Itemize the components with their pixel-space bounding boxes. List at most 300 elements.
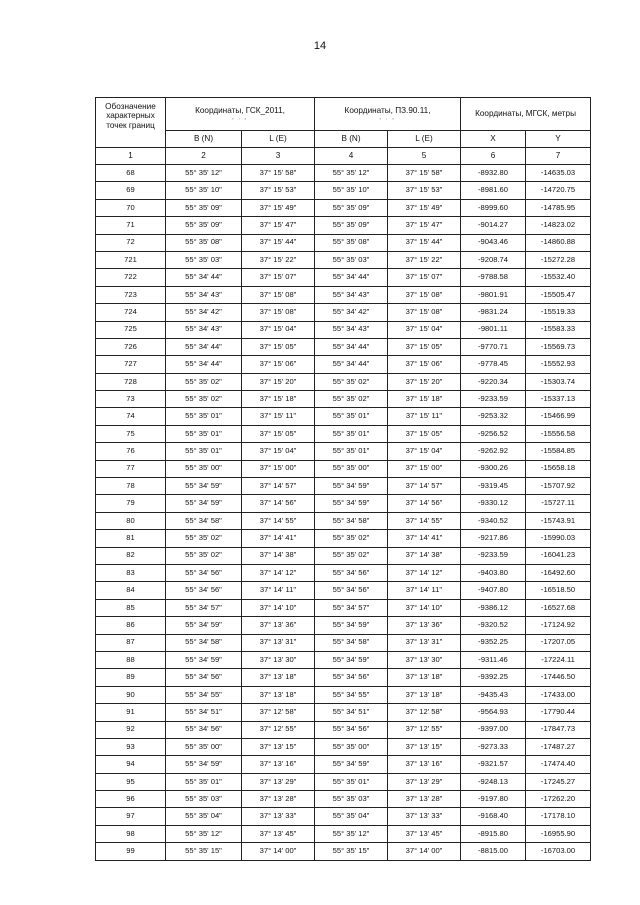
pz-b-cell: 55° 34' 58"	[315, 634, 388, 651]
pz-l-cell: 37° 15' 08"	[388, 304, 461, 321]
pz-l-cell: 37° 15' 00"	[388, 460, 461, 477]
gsk-l-cell: 37° 13' 18"	[242, 686, 315, 703]
gsk-b-cell: 55° 34' 55"	[166, 686, 242, 703]
gsk-b-cell: 55° 34' 56"	[166, 564, 242, 581]
gsk-l-cell: 37° 15' 20"	[242, 373, 315, 390]
gsk-b-cell: 55° 35' 03"	[166, 251, 242, 268]
gsk-b-cell: 55° 35' 00"	[166, 738, 242, 755]
mgsk-y-cell: -17847.73	[526, 721, 591, 738]
pz-b-cell: 55° 35' 01"	[315, 408, 388, 425]
mgsk-x-cell: -9340.52	[461, 512, 526, 529]
mgsk-y-cell: -17433.00	[526, 686, 591, 703]
pz-b-cell: 55° 35' 01"	[315, 773, 388, 790]
gsk-b-cell: 55° 35' 02"	[166, 547, 242, 564]
table-row	[96, 808, 591, 825]
mgsk-y-cell: -15519.33	[526, 304, 591, 321]
pz-b-cell: 55° 34' 59"	[315, 478, 388, 495]
point-id-cell: 80	[96, 512, 166, 529]
point-id-cell: 87	[96, 634, 166, 651]
pz-l-cell: 37° 13' 15"	[388, 738, 461, 755]
pz-b-cell: 55° 35' 01"	[315, 443, 388, 460]
point-id-cell: 81	[96, 530, 166, 547]
pz-b-cell: 55° 35' 12"	[315, 825, 388, 842]
header-mgsk: Координаты, МГСК, метры	[461, 98, 591, 131]
table-row	[96, 512, 591, 529]
gsk-l-cell: 37° 13' 16"	[242, 756, 315, 773]
gsk-l-cell: 37° 15' 06"	[242, 356, 315, 373]
pz-l-cell: 37° 14' 38"	[388, 547, 461, 564]
point-id-cell: 725	[96, 321, 166, 338]
table-row	[96, 843, 591, 860]
gsk-b-cell: 55° 34' 59"	[166, 495, 242, 512]
mgsk-y-cell: -17207.05	[526, 634, 591, 651]
point-id-cell: 86	[96, 617, 166, 634]
pz-l-cell: 37° 15' 20"	[388, 373, 461, 390]
mgsk-x-cell: -9321.57	[461, 756, 526, 773]
header-point-designation: Обозначение характерных точек границ	[96, 98, 166, 148]
table-row	[96, 304, 591, 321]
gsk-b-cell: 55° 35' 00"	[166, 460, 242, 477]
mgsk-x-cell: -9256.52	[461, 425, 526, 442]
pz-l-cell: 37° 14' 00"	[388, 843, 461, 860]
table-row	[96, 738, 591, 755]
pz-l-cell: 37° 13' 36"	[388, 617, 461, 634]
table-row	[96, 234, 591, 251]
gsk-b-cell: 55° 34' 59"	[166, 756, 242, 773]
point-id-cell: 722	[96, 269, 166, 286]
pz-b-cell: 55° 34' 59"	[315, 756, 388, 773]
table-row	[96, 756, 591, 773]
mgsk-x-cell: -9319.45	[461, 478, 526, 495]
mgsk-y-cell: -16955.90	[526, 825, 591, 842]
pz-b-cell: 55° 35' 02"	[315, 547, 388, 564]
mgsk-x-cell: -8915.80	[461, 825, 526, 842]
gsk-l-cell: 37° 15' 05"	[242, 338, 315, 355]
mgsk-y-cell: -14823.02	[526, 217, 591, 234]
mgsk-x-cell: -9248.13	[461, 773, 526, 790]
mgsk-y-cell: -17487.27	[526, 738, 591, 755]
point-id-cell: 78	[96, 478, 166, 495]
gsk-l-cell: 37° 12' 55"	[242, 721, 315, 738]
header-gsk-l: L (E)	[242, 131, 315, 148]
gsk-l-cell: 37° 13' 36"	[242, 617, 315, 634]
gsk-l-cell: 37° 13' 15"	[242, 738, 315, 755]
mgsk-x-cell: -9778.45	[461, 356, 526, 373]
mgsk-x-cell: -9386.12	[461, 599, 526, 616]
mgsk-x-cell: -9233.59	[461, 391, 526, 408]
mgsk-x-cell: -9168.40	[461, 808, 526, 825]
mgsk-x-cell: -9352.25	[461, 634, 526, 651]
mgsk-x-cell: -9014.27	[461, 217, 526, 234]
point-id-cell: 728	[96, 373, 166, 390]
gsk-b-cell: 55° 34' 59"	[166, 617, 242, 634]
pz-b-cell: 55° 35' 08"	[315, 234, 388, 251]
pz-b-cell: 55° 35' 09"	[315, 199, 388, 216]
table-row	[96, 165, 591, 182]
gsk-b-cell: 55° 34' 57"	[166, 599, 242, 616]
gsk-b-cell: 55° 34' 56"	[166, 582, 242, 599]
mgsk-y-cell: -16492.60	[526, 564, 591, 581]
table-row	[96, 217, 591, 234]
point-id-cell: 76	[96, 443, 166, 460]
point-id-cell: 90	[96, 686, 166, 703]
gsk-l-cell: 37° 13' 28"	[242, 791, 315, 808]
pz-l-cell: 37° 13' 28"	[388, 791, 461, 808]
table-row	[96, 356, 591, 373]
point-id-cell: 98	[96, 825, 166, 842]
mgsk-x-cell: -9392.25	[461, 669, 526, 686]
pz-b-cell: 55° 35' 03"	[315, 251, 388, 268]
point-id-cell: 721	[96, 251, 166, 268]
table-row	[96, 338, 591, 355]
pz-l-cell: 37° 15' 49"	[388, 199, 461, 216]
table-row	[96, 773, 591, 790]
table-row	[96, 617, 591, 634]
pz-l-cell: 37° 12' 58"	[388, 704, 461, 721]
mgsk-y-cell: -14635.03	[526, 165, 591, 182]
pz-l-cell: 37° 15' 08"	[388, 286, 461, 303]
gsk-b-cell: 55° 35' 01"	[166, 443, 242, 460]
table-row	[96, 582, 591, 599]
mgsk-y-cell: -15743.91	[526, 512, 591, 529]
mgsk-y-cell: -17446.50	[526, 669, 591, 686]
pz-l-cell: 37° 15' 06"	[388, 356, 461, 373]
point-id-cell: 88	[96, 651, 166, 668]
pz-l-cell: 37° 13' 31"	[388, 634, 461, 651]
header-pz-l: L (E)	[388, 131, 461, 148]
mgsk-x-cell: -9273.33	[461, 738, 526, 755]
point-id-cell: 723	[96, 286, 166, 303]
pz-b-cell: 55° 35' 02"	[315, 373, 388, 390]
pz-b-cell: 55° 34' 58"	[315, 512, 388, 529]
pz-b-cell: 55° 35' 03"	[315, 791, 388, 808]
mgsk-y-cell: -15990.03	[526, 530, 591, 547]
point-id-cell: 92	[96, 721, 166, 738]
gsk-l-cell: 37° 15' 58"	[242, 165, 315, 182]
mgsk-y-cell: -17178.10	[526, 808, 591, 825]
mgsk-x-cell: -9262.92	[461, 443, 526, 460]
mgsk-x-cell: -8999.60	[461, 199, 526, 216]
pz-b-cell: 55° 34' 56"	[315, 721, 388, 738]
gsk-b-cell: 55° 34' 58"	[166, 634, 242, 651]
gsk-b-cell: 55° 35' 10"	[166, 182, 242, 199]
pz-l-cell: 37° 13' 29"	[388, 773, 461, 790]
mgsk-x-cell: -9300.26	[461, 460, 526, 477]
mgsk-x-cell: -9197.80	[461, 791, 526, 808]
table-row	[96, 669, 591, 686]
pz-l-cell: 37° 13' 45"	[388, 825, 461, 842]
pz-b-cell: 55° 35' 12"	[315, 165, 388, 182]
mgsk-x-cell: -9217.86	[461, 530, 526, 547]
pz-l-cell: 37° 14' 41"	[388, 530, 461, 547]
column-number: 4	[315, 148, 388, 165]
mgsk-y-cell: -15505.47	[526, 286, 591, 303]
gsk-b-cell: 55° 35' 15"	[166, 843, 242, 860]
mgsk-y-cell: -15707.92	[526, 478, 591, 495]
pz-b-cell: 55° 34' 59"	[315, 617, 388, 634]
gsk-b-cell: 55° 34' 59"	[166, 651, 242, 668]
point-id-cell: 97	[96, 808, 166, 825]
pz-b-cell: 55° 35' 01"	[315, 425, 388, 442]
gsk-b-cell: 55° 34' 56"	[166, 721, 242, 738]
gsk-l-cell: 37° 15' 08"	[242, 304, 315, 321]
point-id-cell: 83	[96, 564, 166, 581]
column-number: 3	[242, 148, 315, 165]
header-gsk-degree-marks: ° ′ ″	[232, 116, 248, 122]
pz-l-cell: 37° 13' 18"	[388, 686, 461, 703]
mgsk-x-cell: -8815.00	[461, 843, 526, 860]
mgsk-x-cell: -9233.59	[461, 547, 526, 564]
pz-l-cell: 37° 14' 57"	[388, 478, 461, 495]
gsk-l-cell: 37° 14' 56"	[242, 495, 315, 512]
mgsk-x-cell: -8981.60	[461, 182, 526, 199]
table-row	[96, 495, 591, 512]
gsk-l-cell: 37° 14' 57"	[242, 478, 315, 495]
table-row	[96, 286, 591, 303]
pz-l-cell: 37° 15' 05"	[388, 425, 461, 442]
gsk-l-cell: 37° 15' 18"	[242, 391, 315, 408]
gsk-b-cell: 55° 34' 42"	[166, 304, 242, 321]
gsk-l-cell: 37° 14' 41"	[242, 530, 315, 547]
gsk-l-cell: 37° 13' 30"	[242, 651, 315, 668]
gsk-b-cell: 55° 35' 09"	[166, 199, 242, 216]
mgsk-y-cell: -15658.18	[526, 460, 591, 477]
table-row	[96, 460, 591, 477]
gsk-b-cell: 55° 35' 02"	[166, 391, 242, 408]
header-pz-b: B (N)	[315, 131, 388, 148]
gsk-l-cell: 37° 13' 18"	[242, 669, 315, 686]
gsk-l-cell: 37° 13' 33"	[242, 808, 315, 825]
pz-b-cell: 55° 35' 09"	[315, 217, 388, 234]
mgsk-y-cell: -15569.73	[526, 338, 591, 355]
gsk-b-cell: 55° 34' 59"	[166, 478, 242, 495]
pz-l-cell: 37° 15' 58"	[388, 165, 461, 182]
header-mgsk-y: Y	[526, 131, 591, 148]
mgsk-y-cell: -17474.40	[526, 756, 591, 773]
mgsk-x-cell: -9253.32	[461, 408, 526, 425]
gsk-l-cell: 37° 15' 53"	[242, 182, 315, 199]
table-row	[96, 269, 591, 286]
pz-l-cell: 37° 15' 53"	[388, 182, 461, 199]
gsk-l-cell: 37° 15' 44"	[242, 234, 315, 251]
pz-l-cell: 37° 13' 16"	[388, 756, 461, 773]
table-body	[96, 165, 591, 861]
gsk-b-cell: 55° 34' 44"	[166, 356, 242, 373]
gsk-b-cell: 55° 35' 01"	[166, 773, 242, 790]
table-row	[96, 634, 591, 651]
pz-l-cell: 37° 12' 55"	[388, 721, 461, 738]
gsk-l-cell: 37° 13' 45"	[242, 825, 315, 842]
table-row	[96, 704, 591, 721]
table-row	[96, 564, 591, 581]
table-row	[96, 199, 591, 216]
mgsk-y-cell: -17790.44	[526, 704, 591, 721]
pz-l-cell: 37° 15' 05"	[388, 338, 461, 355]
pz-l-cell: 37° 14' 11"	[388, 582, 461, 599]
mgsk-y-cell: -15466.99	[526, 408, 591, 425]
pz-b-cell: 55° 34' 55"	[315, 686, 388, 703]
column-number: 2	[166, 148, 242, 165]
mgsk-y-cell: -16527.68	[526, 599, 591, 616]
mgsk-x-cell: -9397.00	[461, 721, 526, 738]
mgsk-y-cell: -15552.93	[526, 356, 591, 373]
gsk-b-cell: 55° 35' 04"	[166, 808, 242, 825]
mgsk-x-cell: -9770.71	[461, 338, 526, 355]
gsk-l-cell: 37° 14' 11"	[242, 582, 315, 599]
point-id-cell: 93	[96, 738, 166, 755]
pz-b-cell: 55° 34' 56"	[315, 564, 388, 581]
gsk-l-cell: 37° 14' 12"	[242, 564, 315, 581]
gsk-l-cell: 37° 15' 04"	[242, 443, 315, 460]
gsk-l-cell: 37° 15' 22"	[242, 251, 315, 268]
gsk-l-cell: 37° 15' 11"	[242, 408, 315, 425]
mgsk-y-cell: -16703.00	[526, 843, 591, 860]
table-row	[96, 408, 591, 425]
mgsk-y-cell: -14720.75	[526, 182, 591, 199]
mgsk-y-cell: -17245.27	[526, 773, 591, 790]
coordinates-table	[95, 97, 591, 861]
point-id-cell: 94	[96, 756, 166, 773]
table-row	[96, 547, 591, 564]
table-row	[96, 373, 591, 390]
gsk-b-cell: 55° 35' 12"	[166, 165, 242, 182]
pz-l-cell: 37° 15' 47"	[388, 217, 461, 234]
point-id-cell: 72	[96, 234, 166, 251]
gsk-b-cell: 55° 34' 43"	[166, 321, 242, 338]
gsk-b-cell: 55° 35' 12"	[166, 825, 242, 842]
pz-b-cell: 55° 34' 56"	[315, 669, 388, 686]
mgsk-y-cell: -15337.13	[526, 391, 591, 408]
point-id-cell: 726	[96, 338, 166, 355]
pz-b-cell: 55° 34' 42"	[315, 304, 388, 321]
gsk-b-cell: 55° 35' 03"	[166, 791, 242, 808]
mgsk-x-cell: -9330.12	[461, 495, 526, 512]
table-row	[96, 721, 591, 738]
mgsk-x-cell: -9043.46	[461, 234, 526, 251]
point-id-cell: 77	[96, 460, 166, 477]
point-id-cell: 68	[96, 165, 166, 182]
point-id-cell: 727	[96, 356, 166, 373]
pz-b-cell: 55° 34' 44"	[315, 356, 388, 373]
mgsk-x-cell: -9407.80	[461, 582, 526, 599]
table-row	[96, 321, 591, 338]
gsk-b-cell: 55° 35' 01"	[166, 425, 242, 442]
pz-l-cell: 37° 15' 04"	[388, 443, 461, 460]
header-pz-90-11-label: Координаты, ПЗ.90.11,	[344, 106, 431, 116]
gsk-b-cell: 55° 35' 08"	[166, 234, 242, 251]
pz-b-cell: 55° 35' 10"	[315, 182, 388, 199]
column-number: 7	[526, 148, 591, 165]
mgsk-y-cell: -15727.11	[526, 495, 591, 512]
gsk-l-cell: 37° 14' 00"	[242, 843, 315, 860]
mgsk-x-cell: -9320.52	[461, 617, 526, 634]
point-id-cell: 75	[96, 425, 166, 442]
point-id-cell: 89	[96, 669, 166, 686]
pz-l-cell: 37° 13' 18"	[388, 669, 461, 686]
mgsk-y-cell: -14785.95	[526, 199, 591, 216]
pz-l-cell: 37° 15' 22"	[388, 251, 461, 268]
mgsk-y-cell: -15583.33	[526, 321, 591, 338]
mgsk-x-cell: -9220.34	[461, 373, 526, 390]
mgsk-y-cell: -15532.40	[526, 269, 591, 286]
mgsk-x-cell: -9208.74	[461, 251, 526, 268]
header-pz-degree-marks: ° ′ ″	[379, 116, 396, 122]
gsk-b-cell: 55° 34' 44"	[166, 338, 242, 355]
pz-b-cell: 55° 35' 00"	[315, 460, 388, 477]
gsk-b-cell: 55° 35' 01"	[166, 408, 242, 425]
mgsk-x-cell: -8932.80	[461, 165, 526, 182]
pz-l-cell: 37° 15' 44"	[388, 234, 461, 251]
pz-l-cell: 37° 13' 33"	[388, 808, 461, 825]
mgsk-y-cell: -15556.58	[526, 425, 591, 442]
point-id-cell: 85	[96, 599, 166, 616]
mgsk-y-cell: -16041.23	[526, 547, 591, 564]
point-id-cell: 724	[96, 304, 166, 321]
table-row	[96, 825, 591, 842]
pz-b-cell: 55° 35' 15"	[315, 843, 388, 860]
gsk-l-cell: 37° 14' 10"	[242, 599, 315, 616]
gsk-b-cell: 55° 35' 02"	[166, 530, 242, 547]
gsk-l-cell: 37° 15' 05"	[242, 425, 315, 442]
mgsk-y-cell: -17262.20	[526, 791, 591, 808]
pz-b-cell: 55° 34' 51"	[315, 704, 388, 721]
table-row	[96, 443, 591, 460]
gsk-b-cell: 55° 34' 43"	[166, 286, 242, 303]
gsk-b-cell: 55° 35' 02"	[166, 373, 242, 390]
mgsk-x-cell: -9435.43	[461, 686, 526, 703]
table-row	[96, 599, 591, 616]
pz-b-cell: 55° 34' 57"	[315, 599, 388, 616]
mgsk-y-cell: -16518.50	[526, 582, 591, 599]
gsk-l-cell: 37° 15' 07"	[242, 269, 315, 286]
gsk-l-cell: 37° 13' 31"	[242, 634, 315, 651]
gsk-l-cell: 37° 15' 47"	[242, 217, 315, 234]
gsk-l-cell: 37° 14' 38"	[242, 547, 315, 564]
mgsk-y-cell: -15584.85	[526, 443, 591, 460]
column-number: 5	[388, 148, 461, 165]
gsk-b-cell: 55° 34' 58"	[166, 512, 242, 529]
pz-l-cell: 37° 13' 30"	[388, 651, 461, 668]
gsk-l-cell: 37° 14' 55"	[242, 512, 315, 529]
mgsk-x-cell: -9801.91	[461, 286, 526, 303]
pz-b-cell: 55° 35' 00"	[315, 738, 388, 755]
gsk-b-cell: 55° 34' 51"	[166, 704, 242, 721]
gsk-l-cell: 37° 15' 08"	[242, 286, 315, 303]
pz-l-cell: 37° 14' 10"	[388, 599, 461, 616]
table-row	[96, 651, 591, 668]
table-row	[96, 478, 591, 495]
point-id-cell: 95	[96, 773, 166, 790]
pz-l-cell: 37° 14' 55"	[388, 512, 461, 529]
point-id-cell: 84	[96, 582, 166, 599]
mgsk-x-cell: -9788.58	[461, 269, 526, 286]
table-row	[96, 686, 591, 703]
header-pz-90-11	[315, 98, 461, 131]
header-gsk-2011	[166, 98, 315, 131]
gsk-l-cell: 37° 12' 58"	[242, 704, 315, 721]
pz-b-cell: 55° 34' 59"	[315, 495, 388, 512]
mgsk-y-cell: -17124.92	[526, 617, 591, 634]
point-id-cell: 99	[96, 843, 166, 860]
pz-b-cell: 55° 35' 02"	[315, 391, 388, 408]
mgsk-y-cell: -15303.74	[526, 373, 591, 390]
point-id-cell: 82	[96, 547, 166, 564]
mgsk-y-cell: -17224.11	[526, 651, 591, 668]
point-id-cell: 91	[96, 704, 166, 721]
pz-l-cell: 37° 14' 56"	[388, 495, 461, 512]
gsk-l-cell: 37° 15' 00"	[242, 460, 315, 477]
point-id-cell: 96	[96, 791, 166, 808]
